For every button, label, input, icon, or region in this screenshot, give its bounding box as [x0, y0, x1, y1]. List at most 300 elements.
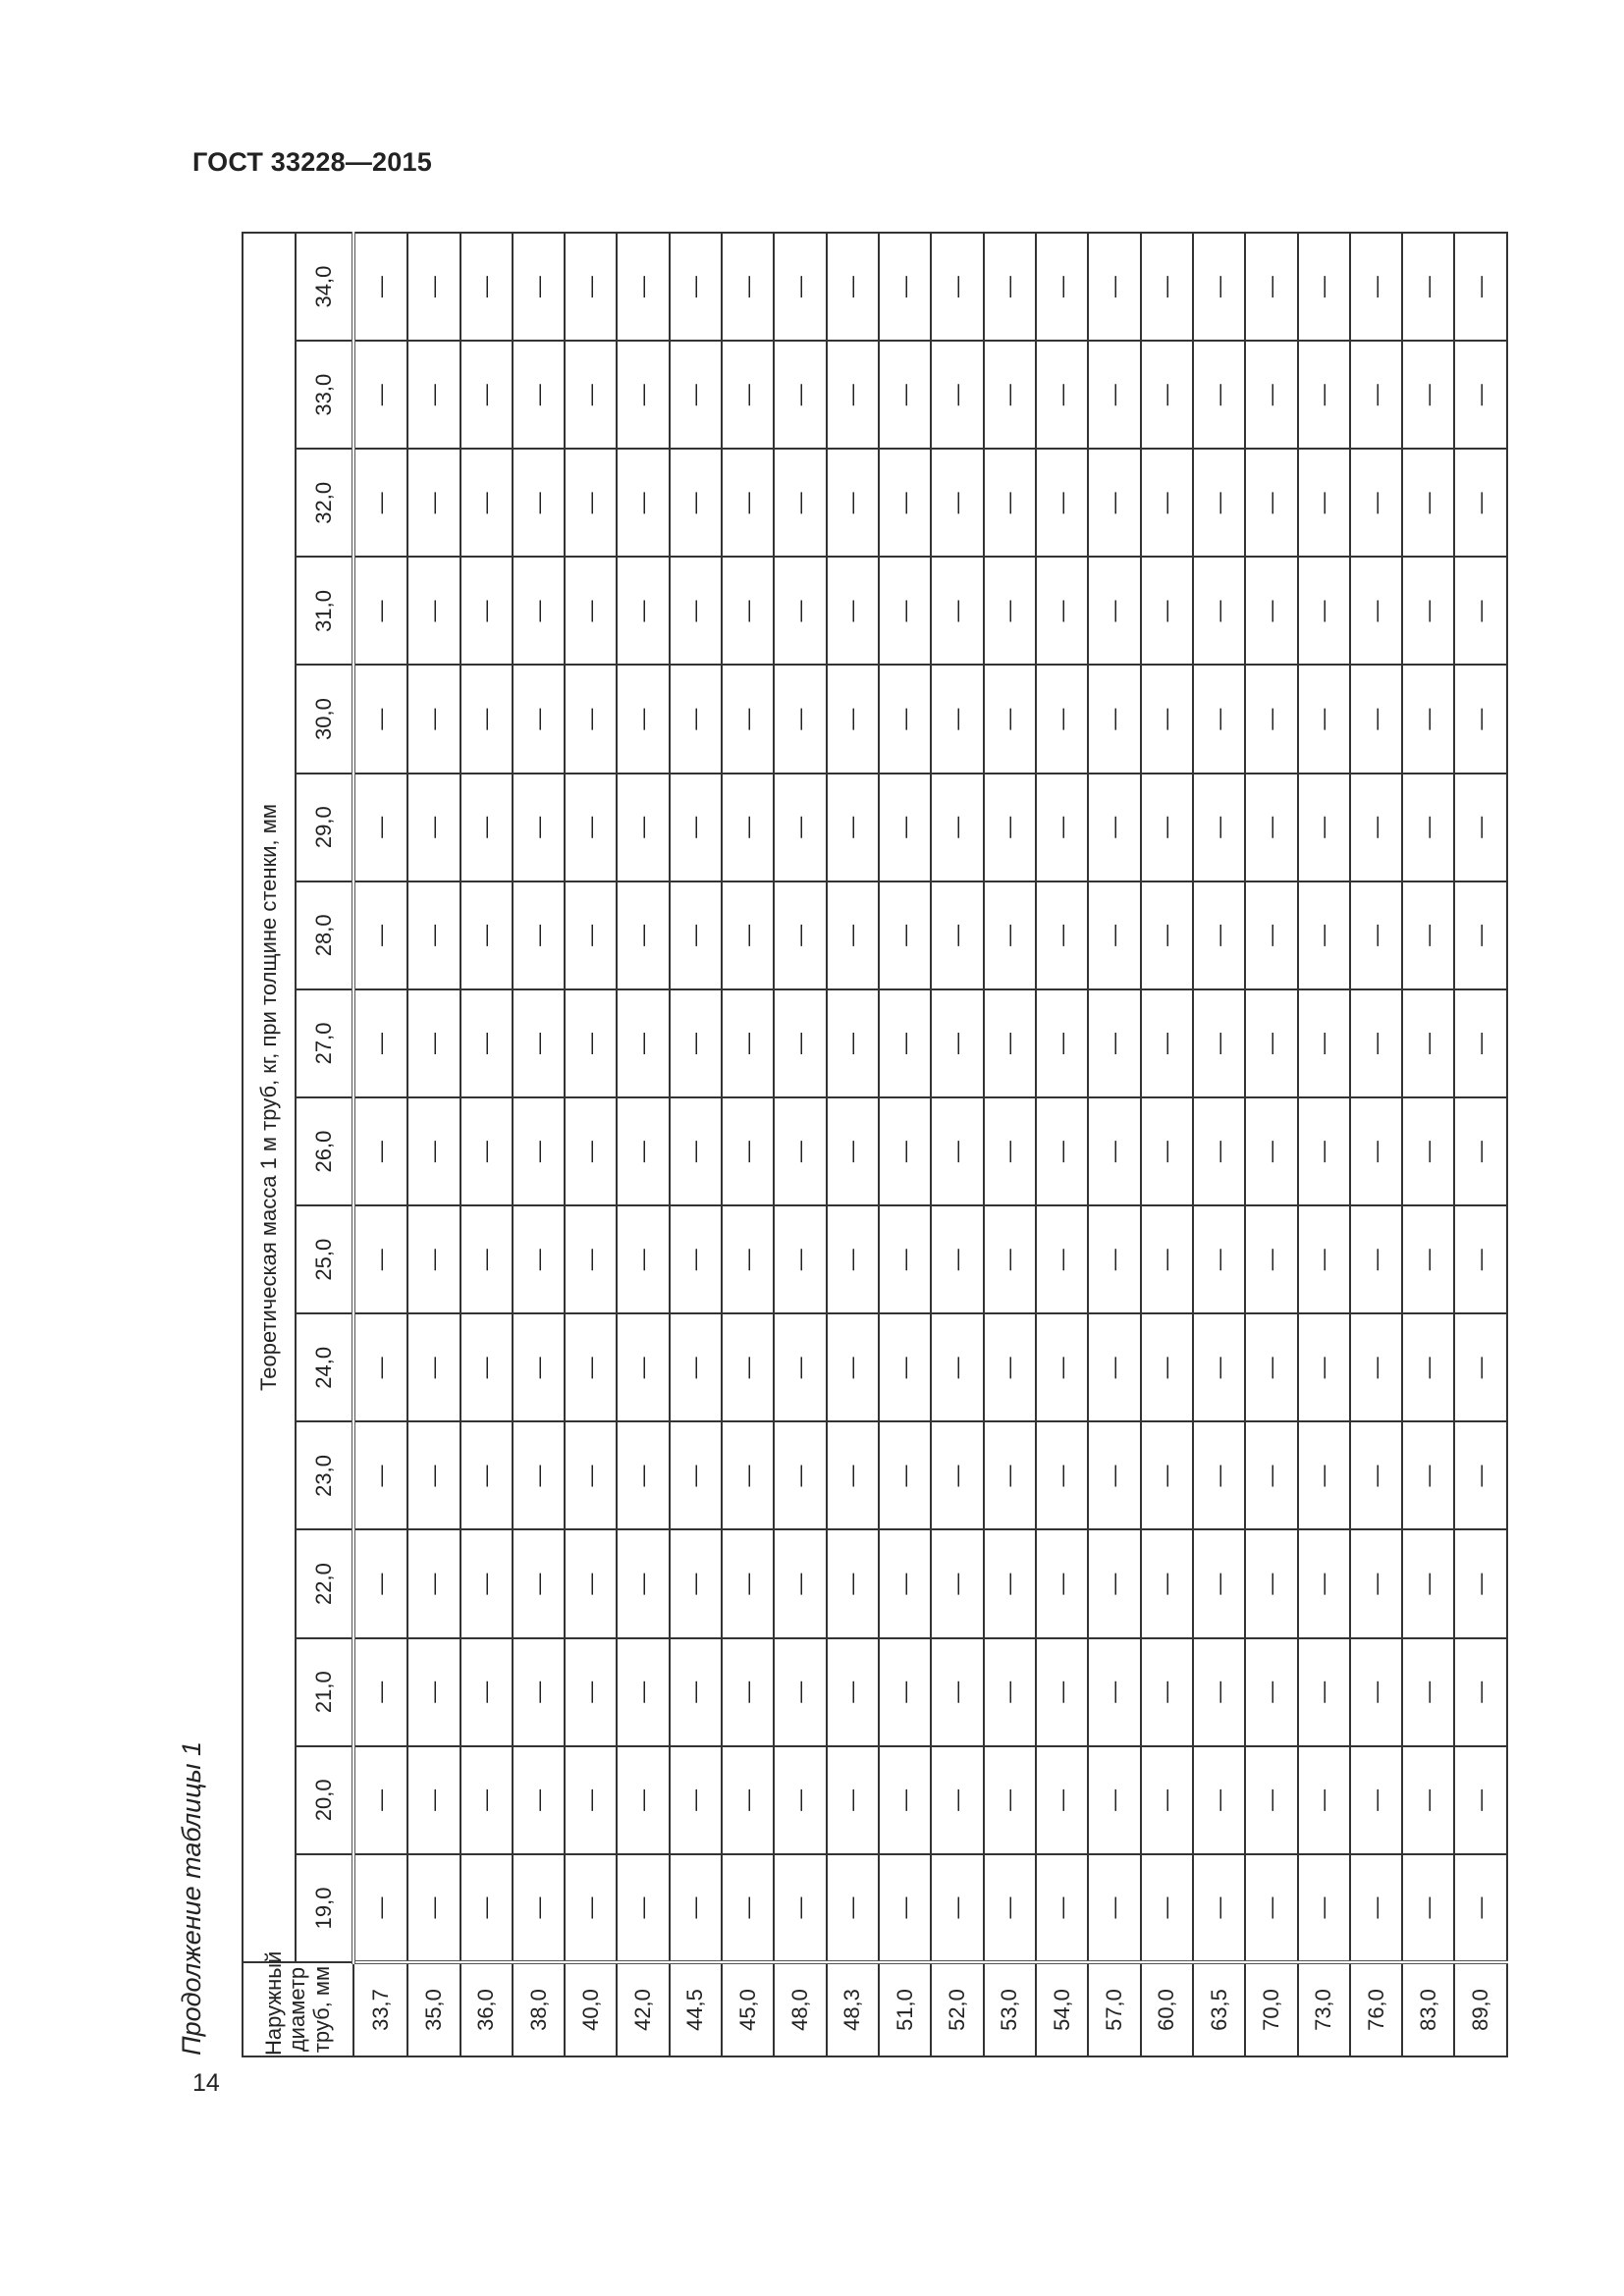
mass-cell: — — [1036, 1746, 1088, 1854]
table-row — [827, 233, 879, 2056]
mass-cell: — — [1245, 1421, 1297, 1529]
mass-cell: — — [565, 774, 617, 881]
mass-cell: — — [879, 1205, 931, 1313]
mass-cell: — — [353, 1854, 407, 1962]
mass-cell: — — [722, 341, 774, 449]
mass-cell: — — [1350, 1638, 1402, 1746]
mass-cell: — — [1088, 1097, 1140, 1205]
mass-cell: — — [617, 1313, 669, 1421]
mass-cell: — — [353, 1313, 407, 1421]
mass-cell: — — [460, 341, 513, 449]
mass-cell: — — [931, 341, 983, 449]
mass-cell: — — [353, 1638, 407, 1746]
mass-cell: — — [774, 989, 826, 1097]
mass-cell: — — [722, 774, 774, 881]
mass-cell: — — [1141, 1421, 1193, 1529]
mass-cell: — — [1193, 774, 1245, 881]
mass-cell: — — [931, 1530, 983, 1638]
mass-cell: — — [460, 666, 513, 774]
mass-cell: — — [565, 1746, 617, 1854]
mass-cell: — — [565, 1854, 617, 1962]
mass-cell: — — [353, 1530, 407, 1638]
mass-cell: — — [984, 341, 1036, 449]
mass-cell: — — [565, 1313, 617, 1421]
mass-cell: — — [1245, 1530, 1297, 1638]
mass-cell: — — [1193, 1421, 1245, 1529]
mass-cell: — — [1141, 1854, 1193, 1962]
mass-cell: — — [1402, 1421, 1454, 1529]
mass-cell: — — [353, 233, 407, 341]
mass-cell: — — [879, 1530, 931, 1638]
mass-cell: — — [827, 1746, 879, 1854]
mass-cell: — — [1036, 1854, 1088, 1962]
mass-cell: — — [353, 341, 407, 449]
mass-cell: — — [879, 881, 931, 989]
corner-header: Наружный диаметр труб, мм — [243, 1962, 353, 2056]
mass-cell: — — [1402, 666, 1454, 774]
table-row — [565, 233, 617, 2056]
mass-cell: — — [774, 1421, 826, 1529]
mass-cell: — — [670, 1854, 722, 1962]
diameter-cell: 35,0 — [407, 1962, 460, 2056]
mass-cell: — — [460, 1205, 513, 1313]
table-row — [1350, 233, 1402, 2056]
diameter-cell: 36,0 — [460, 1962, 513, 2056]
mass-cell: — — [1350, 449, 1402, 557]
mass-cell: — — [931, 233, 983, 341]
mass-cell: — — [984, 233, 1036, 341]
mass-cell: — — [1298, 233, 1350, 341]
mass-cell: — — [1245, 1097, 1297, 1205]
mass-cell: — — [1193, 881, 1245, 989]
mass-cell: — — [1088, 233, 1140, 341]
diameter-cell: 45,0 — [722, 1962, 774, 2056]
table-row — [1141, 233, 1193, 2056]
mass-cell: — — [984, 1854, 1036, 1962]
mass-cell: — — [931, 666, 983, 774]
mass-cell: — — [670, 1313, 722, 1421]
mass-cell: — — [984, 1746, 1036, 1854]
mass-cell: — — [1402, 1205, 1454, 1313]
mass-cell: — — [1245, 1205, 1297, 1313]
mass-cell: — — [1245, 1638, 1297, 1746]
mass-cell: — — [670, 666, 722, 774]
thickness-header: 32,0 — [296, 449, 353, 557]
diameter-cell: 33,7 — [353, 1962, 407, 2056]
mass-cell: — — [1298, 1097, 1350, 1205]
mass-cell: — — [1402, 233, 1454, 341]
mass-cell: — — [1088, 774, 1140, 881]
mass-cell: — — [1088, 1421, 1140, 1529]
mass-cell: — — [1454, 1638, 1507, 1746]
mass-cell: — — [617, 666, 669, 774]
mass-cell: — — [1036, 1097, 1088, 1205]
mass-cell: — — [879, 1746, 931, 1854]
mass-cell: — — [1245, 666, 1297, 774]
mass-cell: — — [1088, 989, 1140, 1097]
mass-cell: — — [1245, 881, 1297, 989]
mass-cell: — — [513, 881, 565, 989]
mass-cell: — — [353, 989, 407, 1097]
mass-cell: — — [984, 1097, 1036, 1205]
mass-cell: — — [513, 1421, 565, 1529]
mass-cell: — — [617, 774, 669, 881]
mass-cell: — — [460, 989, 513, 1097]
mass-cell: — — [407, 1421, 460, 1529]
mass-cell: — — [722, 1530, 774, 1638]
diameter-cell: 48,0 — [774, 1962, 826, 2056]
mass-cell: — — [1402, 1313, 1454, 1421]
table-row — [879, 233, 931, 2056]
mass-cell: — — [1193, 1854, 1245, 1962]
mass-cell: — — [670, 233, 722, 341]
mass-cell: — — [565, 1097, 617, 1205]
mass-cell: — — [617, 449, 669, 557]
mass-cell: — — [353, 666, 407, 774]
mass-cell: — — [617, 557, 669, 665]
mass-cell: — — [617, 989, 669, 1097]
mass-cell: — — [1245, 774, 1297, 881]
document-header: ГОСТ 33228—2015 — [192, 147, 432, 177]
thickness-header: 23,0 — [296, 1421, 353, 1529]
mass-cell: — — [774, 1205, 826, 1313]
mass-cell: — — [827, 341, 879, 449]
mass-cell: — — [460, 233, 513, 341]
mass-cell: — — [722, 989, 774, 1097]
diameter-cell: 60,0 — [1141, 1962, 1193, 2056]
thickness-header: 27,0 — [296, 989, 353, 1097]
diameter-cell: 42,0 — [617, 1962, 669, 2056]
mass-cell: — — [565, 557, 617, 665]
mass-cell: — — [1141, 774, 1193, 881]
mass-cell: — — [722, 1205, 774, 1313]
mass-cell: — — [407, 666, 460, 774]
mass-cell: — — [617, 233, 669, 341]
mass-cell: — — [722, 1313, 774, 1421]
mass-cell: — — [1298, 557, 1350, 665]
thickness-header: 28,0 — [296, 881, 353, 989]
table-caption: Продолжение таблицы 1 — [177, 1740, 206, 2056]
mass-cell: — — [1141, 449, 1193, 557]
diameter-cell: 89,0 — [1454, 1962, 1507, 2056]
mass-cell: — — [879, 449, 931, 557]
thickness-header: 26,0 — [296, 1097, 353, 1205]
mass-cell: — — [1454, 341, 1507, 449]
mass-cell: — — [1141, 1638, 1193, 1746]
mass-cell: — — [1036, 233, 1088, 341]
mass-cell: — — [460, 557, 513, 665]
thickness-header: 29,0 — [296, 774, 353, 881]
mass-cell: — — [1454, 1421, 1507, 1529]
mass-cell: — — [1402, 449, 1454, 557]
thickness-header: 19,0 — [296, 1854, 353, 1962]
mass-cell: — — [565, 881, 617, 989]
mass-cell: — — [407, 1313, 460, 1421]
mass-cell: — — [407, 881, 460, 989]
mass-cell: — — [774, 1097, 826, 1205]
mass-cell: — — [1454, 1097, 1507, 1205]
diameter-cell: 53,0 — [984, 1962, 1036, 2056]
mass-cell: — — [1454, 666, 1507, 774]
mass-cell: — — [722, 1746, 774, 1854]
mass-cell: — — [407, 1530, 460, 1638]
table-row — [353, 233, 407, 2056]
mass-cell: — — [1350, 774, 1402, 881]
mass-cell: — — [565, 233, 617, 341]
mass-cell: — — [931, 449, 983, 557]
mass-cell: — — [565, 989, 617, 1097]
mass-cell: — — [931, 1097, 983, 1205]
table-row — [1193, 233, 1245, 2056]
table-row — [1088, 233, 1140, 2056]
mass-cell: — — [617, 1746, 669, 1854]
mass-cell: — — [513, 557, 565, 665]
mass-cell: — — [931, 774, 983, 881]
mass-cell: — — [670, 1097, 722, 1205]
mass-cell: — — [1298, 989, 1350, 1097]
mass-cell: — — [1088, 1854, 1140, 1962]
mass-cell: — — [1454, 557, 1507, 665]
mass-cell: — — [722, 666, 774, 774]
mass-cell: — — [670, 341, 722, 449]
mass-cell: — — [827, 989, 879, 1097]
diameter-cell: 44,5 — [670, 1962, 722, 2056]
thickness-header: 34,0 — [296, 233, 353, 341]
mass-cell: — — [1245, 233, 1297, 341]
table-row — [1298, 233, 1350, 2056]
mass-cell: — — [1350, 1746, 1402, 1854]
mass-cell: — — [1298, 1854, 1350, 1962]
mass-cell: — — [774, 1746, 826, 1854]
mass-cell: — — [931, 1313, 983, 1421]
mass-cell: — — [353, 774, 407, 881]
mass-cell: — — [722, 1421, 774, 1529]
mass-cell: — — [513, 1854, 565, 1962]
mass-cell: — — [1350, 1313, 1402, 1421]
thickness-header: 22,0 — [296, 1530, 353, 1638]
mass-cell: — — [1350, 557, 1402, 665]
diameter-cell: 57,0 — [1088, 1962, 1140, 2056]
mass-cell: — — [774, 1638, 826, 1746]
mass-cell: — — [984, 1638, 1036, 1746]
mass-cell: — — [460, 1638, 513, 1746]
mass-cell: — — [1454, 1205, 1507, 1313]
mass-cell: — — [984, 1530, 1036, 1638]
mass-cell: — — [1402, 881, 1454, 989]
mass-cell: — — [1350, 1421, 1402, 1529]
diameter-cell: 40,0 — [565, 1962, 617, 2056]
mass-cell: — — [565, 449, 617, 557]
mass-cell: — — [1298, 449, 1350, 557]
mass-cell: — — [513, 774, 565, 881]
mass-cell: — — [774, 666, 826, 774]
mass-cell: — — [513, 449, 565, 557]
mass-cell: — — [1193, 1638, 1245, 1746]
mass-cell: — — [565, 1421, 617, 1529]
mass-cell: — — [984, 666, 1036, 774]
group-header: Теоретическая масса 1 м труб, кг, при толщине стенки, мм — [243, 233, 296, 1962]
diameter-cell: 63,5 — [1193, 1962, 1245, 2056]
mass-cell: — — [1088, 1746, 1140, 1854]
table-row — [670, 233, 722, 2056]
mass-cell: — — [1454, 1530, 1507, 1638]
mass-cell: — — [670, 1421, 722, 1529]
mass-cell: — — [879, 1854, 931, 1962]
mass-cell: — — [1088, 1205, 1140, 1313]
mass-cell: — — [722, 881, 774, 989]
mass-cell: — — [722, 557, 774, 665]
mass-cell: — — [1454, 449, 1507, 557]
diameter-cell: 54,0 — [1036, 1962, 1088, 2056]
mass-cell: — — [984, 774, 1036, 881]
mass-cell: — — [1193, 1746, 1245, 1854]
mass-cell: — — [1402, 1530, 1454, 1638]
mass-cell: — — [1193, 341, 1245, 449]
mass-cell: — — [617, 1205, 669, 1313]
mass-cell: — — [1245, 989, 1297, 1097]
mass-cell: — — [513, 1638, 565, 1746]
mass-cell: — — [460, 881, 513, 989]
mass-cell: — — [460, 449, 513, 557]
mass-cell: — — [1141, 1313, 1193, 1421]
mass-cell: — — [353, 557, 407, 665]
mass-cell: — — [1245, 1313, 1297, 1421]
mass-cell: — — [984, 1313, 1036, 1421]
mass-cell: — — [1350, 666, 1402, 774]
mass-cell: — — [1350, 989, 1402, 1097]
mass-cell: — — [513, 1746, 565, 1854]
table-row — [1454, 233, 1507, 2056]
mass-cell: — — [1193, 1097, 1245, 1205]
mass-cell: — — [513, 1313, 565, 1421]
mass-cell: — — [1298, 1530, 1350, 1638]
mass-cell: — — [879, 774, 931, 881]
mass-cell: — — [1454, 989, 1507, 1097]
table-row — [407, 233, 460, 2056]
mass-cell: — — [931, 1854, 983, 1962]
mass-cell: — — [1350, 1854, 1402, 1962]
mass-cell: — — [1245, 1854, 1297, 1962]
mass-cell: — — [931, 989, 983, 1097]
mass-cell: — — [827, 449, 879, 557]
mass-cell: — — [513, 989, 565, 1097]
mass-cell: — — [931, 1638, 983, 1746]
mass-cell: — — [1350, 341, 1402, 449]
mass-cell: — — [1350, 1205, 1402, 1313]
mass-cell: — — [1036, 557, 1088, 665]
mass-cell: — — [879, 233, 931, 341]
mass-cell: — — [1350, 233, 1402, 341]
mass-cell: — — [1036, 774, 1088, 881]
mass-cell: — — [1350, 1097, 1402, 1205]
mass-cell: — — [827, 1530, 879, 1638]
mass-cell: — — [1193, 666, 1245, 774]
mass-cell: — — [1141, 1205, 1193, 1313]
mass-cell: — — [1245, 557, 1297, 665]
diameter-cell: 38,0 — [513, 1962, 565, 2056]
mass-cell: — — [1298, 1421, 1350, 1529]
mass-cell: — — [1193, 233, 1245, 341]
mass-cell: — — [879, 1097, 931, 1205]
mass-cell: — — [1036, 1313, 1088, 1421]
thickness-header: 21,0 — [296, 1638, 353, 1746]
table-row — [617, 233, 669, 2056]
mass-cell: — — [1141, 989, 1193, 1097]
mass-cell: — — [827, 557, 879, 665]
mass-cell: — — [1193, 1313, 1245, 1421]
mass-cell: — — [1402, 1746, 1454, 1854]
mass-cell: — — [617, 1097, 669, 1205]
mass-cell: — — [1036, 1421, 1088, 1529]
mass-cell: — — [1141, 233, 1193, 341]
mass-cell: — — [353, 1421, 407, 1529]
mass-cell: — — [879, 341, 931, 449]
mass-cell: — — [670, 1638, 722, 1746]
mass-cell: — — [407, 557, 460, 665]
mass-cell: — — [1402, 1638, 1454, 1746]
thickness-header-row — [296, 233, 353, 2056]
mass-cell: — — [774, 1854, 826, 1962]
mass-cell: — — [774, 449, 826, 557]
mass-cell: — — [565, 666, 617, 774]
mass-cell: — — [1298, 774, 1350, 881]
mass-cell: — — [513, 1530, 565, 1638]
mass-cell: — — [879, 1313, 931, 1421]
mass-cell: — — [1088, 1313, 1140, 1421]
mass-cell: — — [460, 1530, 513, 1638]
thickness-header: 30,0 — [296, 666, 353, 774]
mass-cell: — — [513, 666, 565, 774]
mass-cell: — — [1245, 341, 1297, 449]
mass-cell: — — [513, 233, 565, 341]
mass-cell: — — [827, 233, 879, 341]
mass-cell: — — [879, 557, 931, 665]
mass-table-container — [242, 232, 1508, 2057]
mass-cell: — — [1402, 341, 1454, 449]
table-row — [1402, 233, 1454, 2056]
mass-cell: — — [1088, 666, 1140, 774]
mass-cell: — — [879, 1638, 931, 1746]
mass-cell: — — [1402, 989, 1454, 1097]
mass-cell: — — [353, 881, 407, 989]
mass-cell: — — [513, 341, 565, 449]
table-row — [774, 233, 826, 2056]
mass-cell: — — [1298, 1638, 1350, 1746]
page-number: 14 — [192, 2069, 220, 2097]
mass-cell: — — [879, 666, 931, 774]
mass-cell: — — [1454, 1854, 1507, 1962]
mass-cell: — — [931, 557, 983, 665]
mass-cell: — — [774, 881, 826, 989]
mass-cell: — — [984, 1421, 1036, 1529]
diameter-cell: 83,0 — [1402, 1962, 1454, 2056]
mass-cell: — — [827, 1313, 879, 1421]
mass-cell: — — [670, 1530, 722, 1638]
mass-cell: — — [984, 1205, 1036, 1313]
mass-cell: — — [1298, 666, 1350, 774]
mass-cell: — — [670, 989, 722, 1097]
table-row — [984, 233, 1036, 2056]
mass-cell: — — [1402, 1097, 1454, 1205]
mass-cell: — — [1193, 449, 1245, 557]
mass-cell: — — [353, 1746, 407, 1854]
mass-cell: — — [774, 774, 826, 881]
mass-cell: — — [407, 449, 460, 557]
mass-cell: — — [460, 1421, 513, 1529]
mass-cell: — — [1298, 881, 1350, 989]
table-row — [931, 233, 983, 2056]
table-row — [1245, 233, 1297, 2056]
